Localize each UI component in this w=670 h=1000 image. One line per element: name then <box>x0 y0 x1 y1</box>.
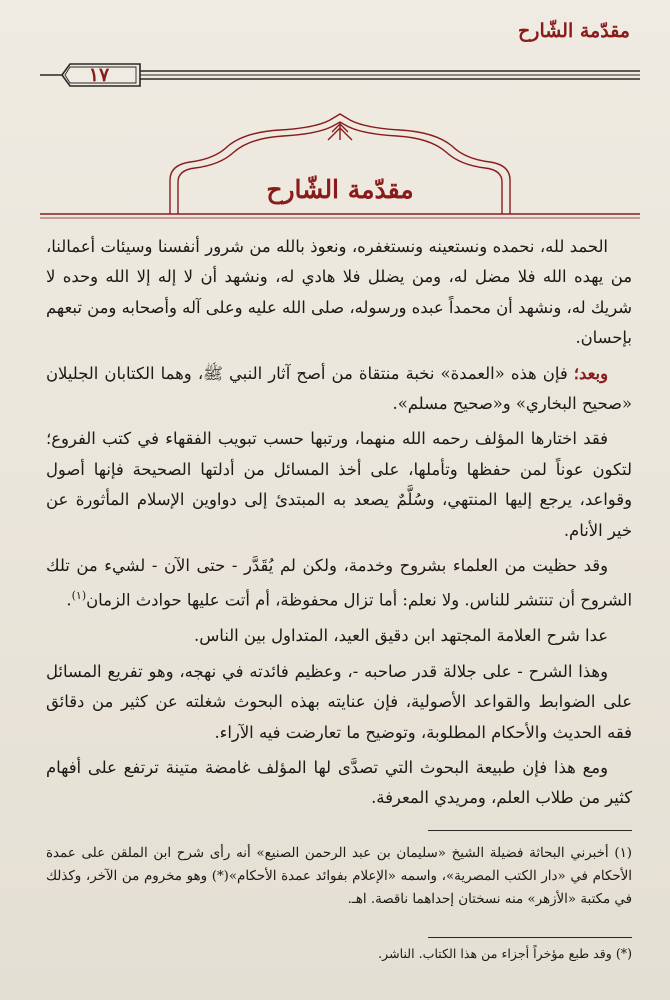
page-number: ١٧ <box>88 64 110 86</box>
chapter-title: مقدّمة الشّارح <box>266 175 414 204</box>
footnote-1 <box>46 842 632 911</box>
paragraph-3: فقد اختارها المؤلف رحمه الله منهما، ورتبها حسب تبويب الفقهاء في كتب الفروع؛ لتكون عوناً لمن حفظها وتأملها، على أخذ المسائل من أدلتها الصحيحة فإنها أصول وقواعد، يرجع إليها المنتهي، وسُلَّمٌ يصعد به المبتدئ إلى دواوين الإسلام المأثورة عن خير الأنام. <box>46 429 632 540</box>
paragraph-1: الحمد لله، نحمده ونستعينه ونستغفره، ونعوذ بالله من شرور أنفسنا وسيئات أعمالنا، من يهده الله فلا مضل له، ومن يضلل فلا هادي له، ونشهد أن لا إله إلا الله وحده لا شريك له، ونشهد أن محمداً عبده ورسوله، صلى الله عليه وعلى آله وأصحابه ومن تبعهم بإحسان. <box>46 237 632 348</box>
footnote-separator <box>428 830 632 831</box>
footnote-2-text: (*) وقد طبع مؤخراً أجزاء من هذا الكتاب. الناشر. <box>378 946 632 961</box>
running-title: مقدّمة الشّارح <box>518 20 630 42</box>
footnote-reference: (١) <box>71 589 87 603</box>
footnote-separator-2 <box>428 937 632 938</box>
paragraph-2-text: فإن هذه «العمدة» نخبة منتقاة من أصح آثار النبي ﷺ، وهما الكتابان الجليلان «صحيح البخاري» و«صحيح مسلم». <box>46 363 632 414</box>
paragraph-lead-word: وبعد؛ <box>573 363 608 383</box>
paragraph-4 <box>46 551 632 616</box>
paragraph-4-end: . <box>66 590 72 610</box>
paragraph-5: عدا شرح العلامة المجتهد ابن دقيق العيد، المتداول بين الناس. <box>194 626 608 646</box>
paragraph-6: وهذا الشرح - على جلالة قدر صاحبه -، وعظيم فائدته في نهجه، وهو تفريع المسائل على الضوابط والقواعد الأصولية، فإن عنايته بهذه البحوث شغلته عن كثير من دقائق فقه الحديث والأحكام المطلوبة، وتوضيح ما تعارضت فيه الآراء. <box>46 661 632 742</box>
footnote-1-text: (١) أخبرني البحاثة فضيلة الشيخ «سليمان بن عبد الرحمن الصنيع» أنه رأى شرح ابن الملقن على عمدة الأحكام في «دار الكتب المصرية»، واسمه «الإعلام بفوائد عمدة الأحكام»(*) وهو مخروم من الآخر، وكذلك في مكتبة «الأزهر» منه نسختان إحداهما ناقصة. اهـ. <box>46 846 632 907</box>
paragraph-2 <box>46 359 632 420</box>
body-text <box>46 232 632 819</box>
paragraph-4-text: وقد حظيت من العلماء بشروح وخدمة، ولكن لم يُقَدَّر - حتى الآن - لشيء من تلك الشروح أن تنتشر للناس. ولا نعلم: أما تزال محفوظة، أم أتت عليها حوادث الزمان <box>46 556 632 610</box>
paragraph-7: ومع هذا فإن طبيعة البحوث التي تصدَّى لها المؤلف غامضة متينة ترتفع على أفهام كثير من طلاب العلم، ومريدي المعرفة. <box>46 757 632 808</box>
footnote-2 <box>46 944 632 964</box>
